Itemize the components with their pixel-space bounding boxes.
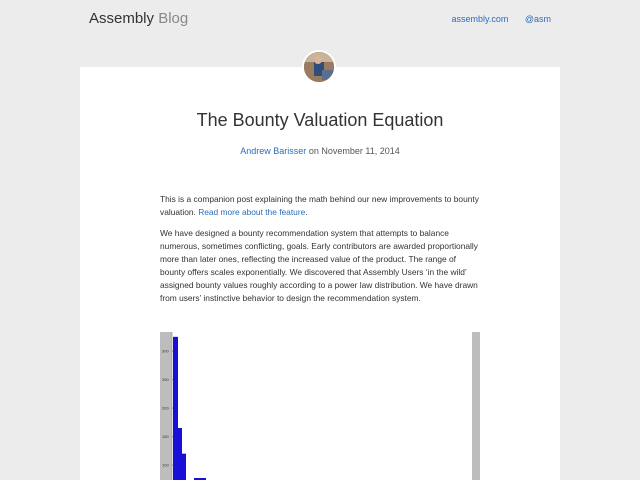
- intro-period: .: [305, 207, 308, 217]
- y-tick-label: 250: [162, 377, 169, 383]
- bar: [181, 454, 186, 480]
- brand-primary: Assembly: [89, 10, 155, 27]
- byline: [0, 146, 640, 156]
- bar: [173, 337, 178, 480]
- assembly-link[interactable]: assembly.com: [451, 14, 509, 24]
- bounty-histogram: [160, 332, 480, 480]
- read-more-link[interactable]: Read more about the feature: [198, 207, 306, 217]
- twitter-link[interactable]: @asm: [524, 14, 551, 24]
- author-avatar[interactable]: [302, 50, 336, 84]
- paragraph-design: We have designed a bounty recommendation system that attempts to balance numerous, sometimes conflicting, goals. Early contributors are awarded proportionally more than later ones, reflecting the increased value of the product. The range of bounty offers scales exponentially. We discovered that Assembly Users ‘in the wild’ assigned bounty values roughly according to a power law distribution. We have drawn from users’ instinctive behavior to design the recommendation system.: [160, 228, 478, 303]
- y-tick-label: 100: [162, 462, 169, 468]
- y-tick-label: 150: [162, 434, 169, 440]
- byline-prefix: on: [308, 146, 319, 156]
- post-date: November 11, 2014: [321, 146, 400, 156]
- top-nav: [437, 14, 551, 24]
- brand-secondary: Blog: [158, 10, 189, 27]
- page-title: The Bounty Valuation Equation: [196, 110, 444, 130]
- paragraph-intro: [160, 193, 480, 219]
- intro-text: This is a companion post explaining the math behind our new improvements to bounty valuation.: [160, 194, 479, 217]
- y-tick-label: 300: [162, 348, 169, 354]
- brand-logo[interactable]: [89, 10, 188, 27]
- chart-frame-right: [472, 332, 480, 480]
- author-link[interactable]: Andrew Barisser: [240, 146, 307, 156]
- post-body: [160, 193, 480, 313]
- y-tick-label: 200: [162, 405, 169, 411]
